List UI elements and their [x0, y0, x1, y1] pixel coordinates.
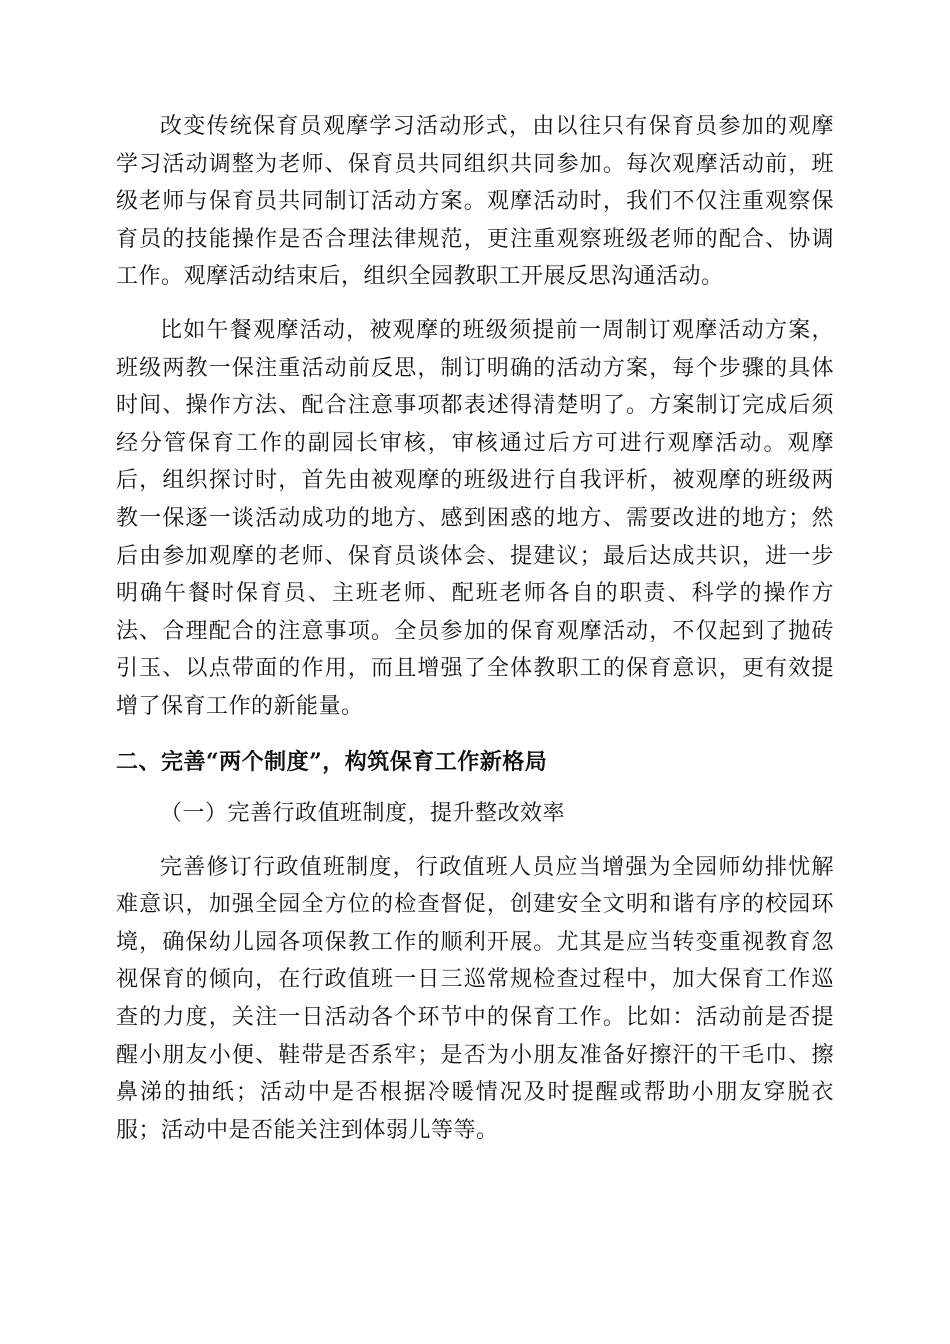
section-subheading: （一）完善行政值班制度，提升整改效率	[160, 801, 566, 827]
paragraph-duty-system: 完善修订行政值班制度，行政值班人员应当增强为全园师幼排忧解难意识，加强全园全方位的检查督促，创建安全文明和谐有序的校园环境，确保幼儿园各项保教工作的顺利开展。尤其是应当转变重视教育忽视保育的倾向，在行政值班一日三巡常规检查过程中，加大保育工作巡查的力度，关注一日活动各个环节中的保育工作。比如：活动前是否提醒小朋友小便、鞋带是否系牢；是否为小朋友准备好擦汗的干毛巾、擦鼻涕的抽纸；活动中是否根据冷暖情况及时提醒或帮助小朋友穿脱衣服；活动中是否能关注到体弱儿等等。	[116, 854, 834, 1143]
paragraph-lunch-observation: 比如午餐观摩活动，被观摩的班级须提前一周制订观摩活动方案，班级两教一保注重活动前反思，制订明确的活动方案，每个步骤的具体时间、操作方法、配合注意事项都表述得清楚明了。方案制订完成后须经分管保育工作的副园长审核，审核通过后方可进行观摩活动。观摩后，组织探讨时，首先由被观摩的班级进行自我评析，被观摩的班级两教一保逐一谈活动成功的地方、感到困惑的地方、需要改进的地方；然后由参加观摩的老师、保育员谈体会、提建议；最后达成共识，进一步明确午餐时保育员、主班老师、配班老师各自的职责、科学的操作方法、合理配合的注意事项。全员参加的保育观摩活动，不仅起到了抛砖引玉、以点带面的作用，而且增强了全体教职工的保育意识，更有效提增了保育工作的新能量。	[116, 317, 834, 719]
document-page	[116, 108, 834, 1149]
paragraph-observation-format: 改变传统保育员观摩学习活动形式，由以往只有保育员参加的观摩学习活动调整为老师、保育员共同组织共同参加。每次观摩活动前，班级老师与保育员共同制订活动方案。观摩活动时，我们不仅注重观察保育员的技能操作是否合理法律规范，更注重观察班级老师的配合、协调工作。观摩活动结束后，组织全园教职工开展反思沟通活动。	[116, 114, 834, 290]
section-heading: 二、完善“两个制度”，构筑保育工作新格局	[116, 748, 548, 775]
